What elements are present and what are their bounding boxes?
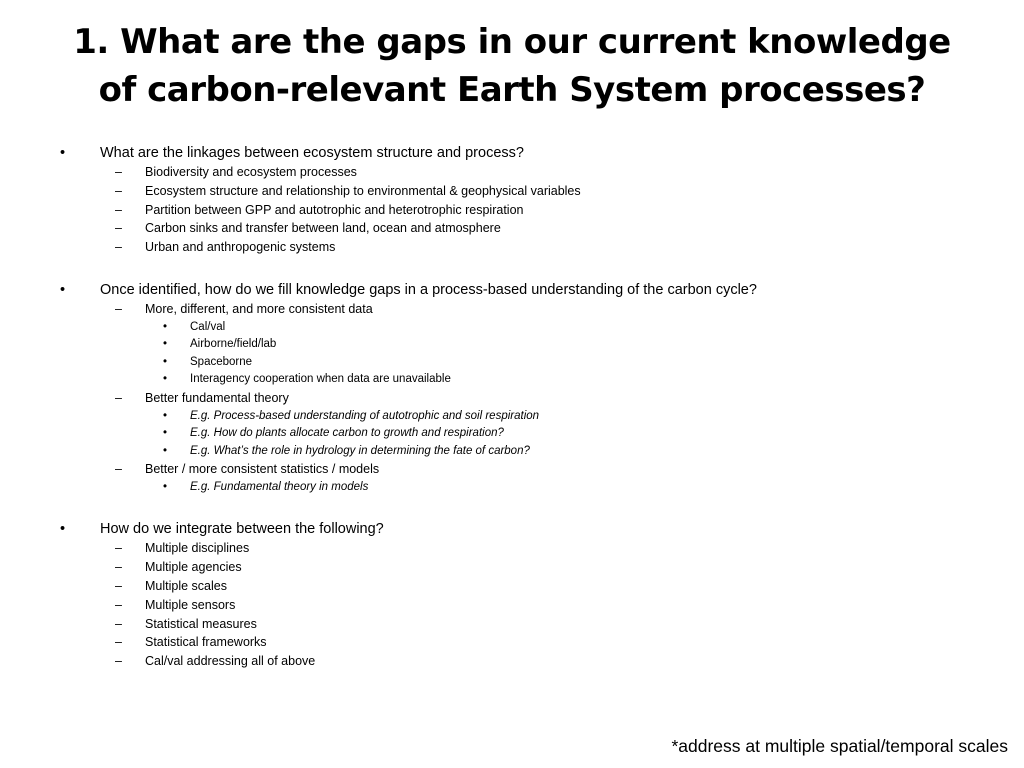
bullet-icon: • [163, 480, 168, 493]
list-item [0, 652, 1024, 671]
dash-icon: – [115, 578, 122, 593]
list-item-text: Multiple scales [145, 578, 227, 593]
bullet-icon: • [163, 373, 168, 386]
dash-icon: – [115, 221, 122, 236]
sub-list-item [0, 408, 1024, 426]
list-item-text: Cal/val addressing all of above [145, 654, 316, 669]
list-item [0, 219, 1024, 238]
bullet-icon: • [163, 355, 168, 368]
sub-list-item [0, 336, 1024, 354]
footnote: *address at multiple spatial/temporal scales [671, 736, 1008, 756]
sub-list-item-text: Airborne/field/lab [190, 338, 277, 351]
sub-list-item [0, 319, 1024, 337]
dash-icon: – [115, 654, 122, 669]
dash-icon: – [115, 301, 122, 316]
dash-icon: – [115, 541, 122, 556]
list-item [0, 300, 1024, 319]
list-item [0, 577, 1024, 596]
sub-list-item-text: E.g. How do plants allocate carbon to growth and respiration? [190, 427, 504, 440]
sub-list-item-text: Cal/val [190, 320, 226, 333]
sub-list-item [0, 371, 1024, 389]
sub-list-item-text: E.g. Process-based understanding of autotrophic and soil respiration [190, 409, 540, 422]
list-item-text: Multiple agencies [145, 560, 242, 575]
sub-list-item-text: E.g. Fundamental theory in models [190, 480, 369, 493]
bullet-icon: • [60, 521, 66, 538]
sub-list-item [0, 443, 1024, 461]
slide-title [0, 18, 1024, 114]
list-item [0, 460, 1024, 479]
sub-list-item [0, 479, 1024, 497]
bullet-icon: • [163, 444, 168, 457]
bullet-knowledge-gaps [0, 280, 1024, 300]
slide-title-line-2: of carbon-relevant Earth System processes? [98, 70, 926, 110]
dash-icon: – [115, 462, 122, 477]
bullet-text: How do we integrate between the following? [100, 521, 384, 538]
list-item [0, 389, 1024, 408]
sub-list-item [0, 425, 1024, 443]
list-item [0, 182, 1024, 201]
bullet-icon: • [60, 145, 66, 161]
list-item-text: Ecosystem structure and relationship to environmental & geophysical variables [145, 183, 581, 198]
list-item-text: Partition between GPP and autotrophic and heterotrophic respiration [145, 202, 524, 217]
dash-icon: – [115, 635, 122, 650]
slide-body [0, 143, 1024, 671]
bullet-text: Once identified, how do we fill knowledge gaps in a process-based understanding of the carbon cycle? [100, 281, 757, 298]
bullet-icon: • [163, 427, 168, 440]
list-item-text: Better fundamental theory [145, 390, 289, 405]
sub-list-item-text: E.g. What’s the role in hydrology in determining the fate of carbon? [190, 444, 530, 457]
sub-list-item-text: Spaceborne [190, 355, 253, 368]
list-item [0, 163, 1024, 182]
dash-icon: – [115, 183, 122, 198]
section-spacer [0, 496, 1024, 519]
list-item [0, 615, 1024, 634]
dash-icon: – [115, 240, 122, 255]
dash-icon: – [115, 616, 122, 631]
bullet-icon: • [163, 320, 168, 333]
bullet-linkages [0, 143, 1024, 163]
list-item [0, 539, 1024, 558]
bullet-icon: • [60, 281, 66, 298]
dash-icon: – [115, 597, 122, 612]
list-item-text: Urban and anthropogenic systems [145, 240, 336, 255]
list-item-text: Carbon sinks and transfer between land, ocean and atmosphere [145, 221, 501, 236]
dash-icon: – [115, 560, 122, 575]
list-item-text: More, different, and more consistent data [145, 301, 373, 316]
sub-list-item [0, 354, 1024, 372]
dash-icon: – [115, 202, 122, 217]
sub-list-item-text: Interagency cooperation when data are unavailable [190, 373, 451, 386]
list-item [0, 633, 1024, 652]
bullet-icon: • [163, 338, 168, 351]
bullet-text: What are the linkages between ecosystem structure and process? [100, 145, 524, 161]
list-item [0, 238, 1024, 257]
list-item [0, 201, 1024, 220]
list-item [0, 596, 1024, 615]
list-item [0, 558, 1024, 577]
slide-title-line-1: 1. What are the gaps in our current knowledge [73, 22, 951, 62]
section-spacer [0, 257, 1024, 280]
list-item-text: Better / more consistent statistics / models [145, 462, 380, 477]
list-item-text: Statistical measures [145, 616, 257, 631]
list-item-text: Multiple sensors [145, 597, 236, 612]
bullet-icon: • [163, 409, 168, 422]
dash-icon: – [115, 390, 122, 405]
list-item-text: Multiple disciplines [145, 541, 250, 556]
list-item-text: Statistical frameworks [145, 635, 267, 650]
list-item-text: Biodiversity and ecosystem processes [145, 165, 357, 179]
bullet-integration [0, 519, 1024, 539]
dash-icon: – [115, 165, 122, 179]
